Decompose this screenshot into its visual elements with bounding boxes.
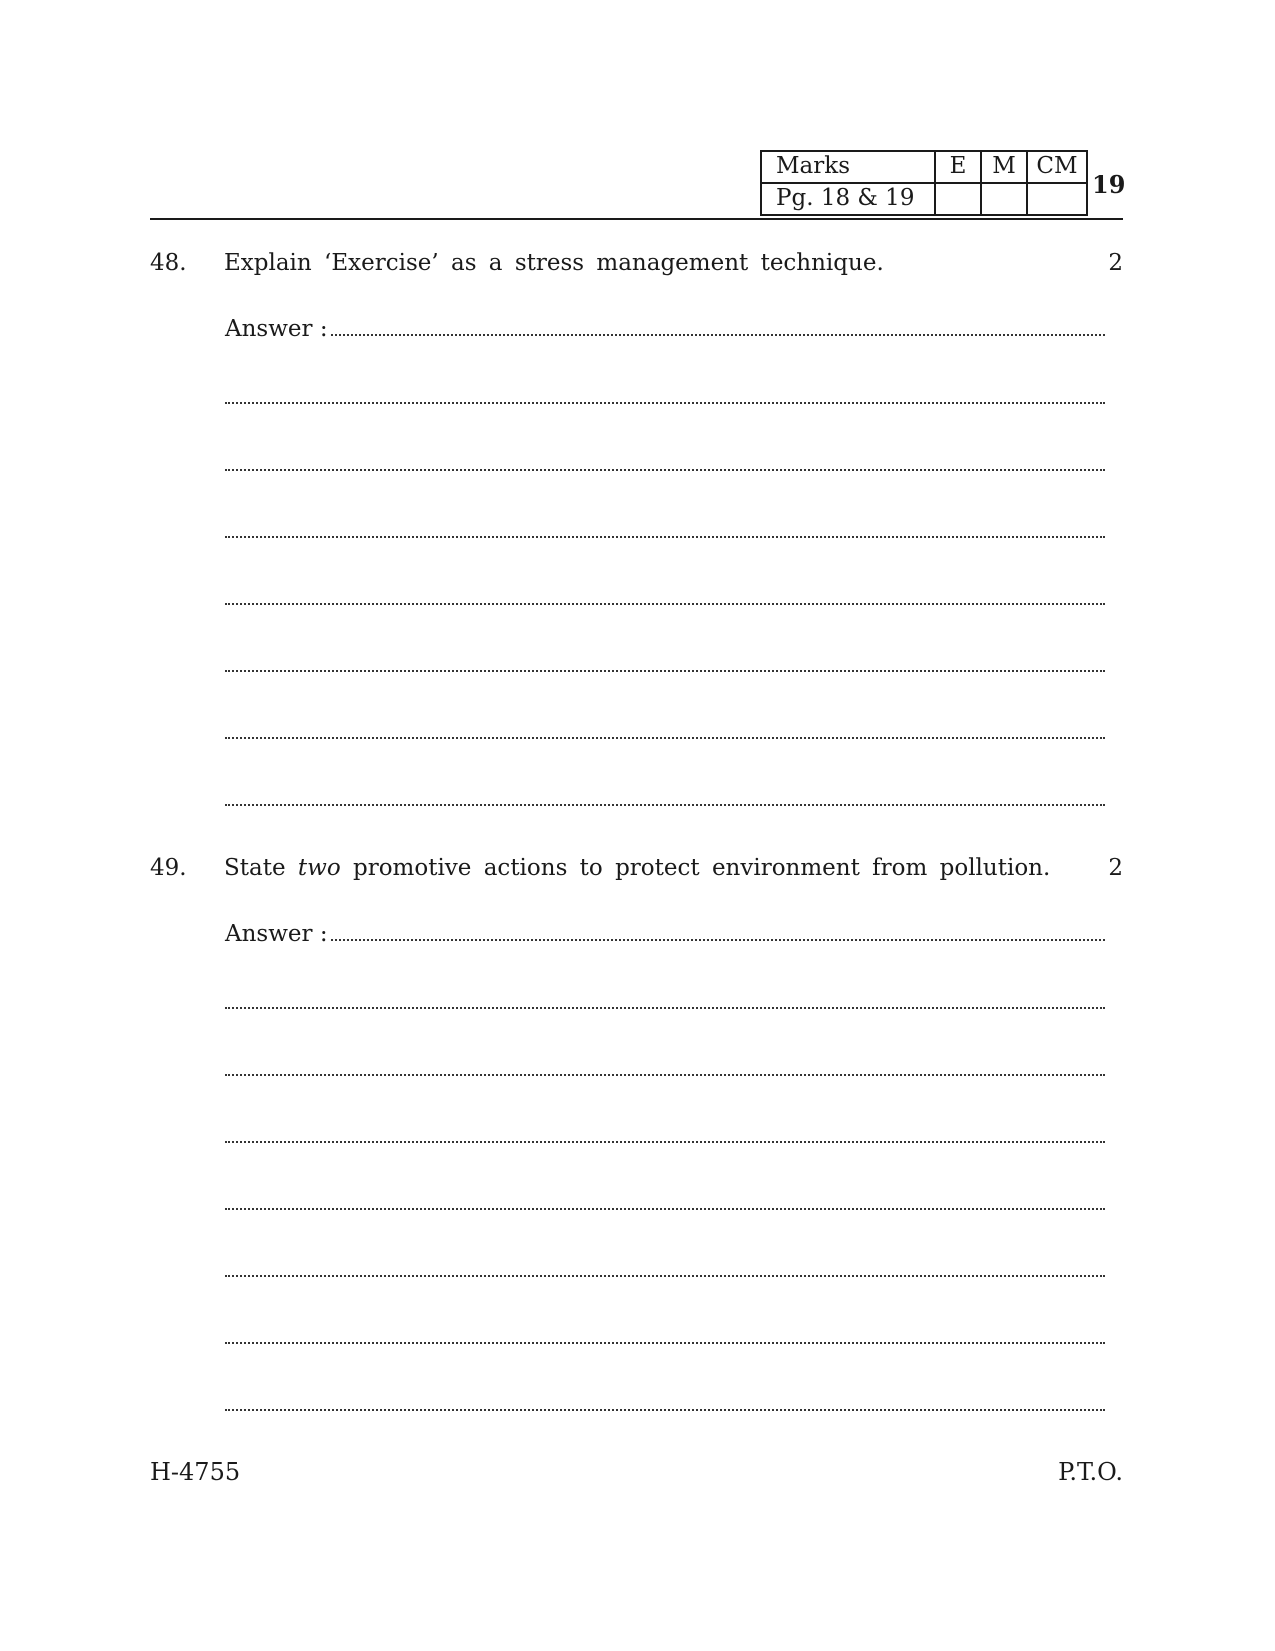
question-text-emphasis: two: [297, 855, 341, 881]
answer-line[interactable]: [225, 717, 1105, 745]
question-text-after: promotive actions to protect environment from pollution.: [340, 855, 1051, 881]
dotted-line: [225, 1342, 1105, 1344]
header-rule: [150, 218, 1123, 220]
dotted-line: [225, 737, 1105, 739]
answer-label: Answer :: [225, 316, 334, 342]
answer-line[interactable]: [225, 1322, 1105, 1350]
dotted-line: [225, 670, 1105, 672]
marks-table: [760, 150, 1088, 216]
dotted-line: [225, 1208, 1105, 1210]
please-turn-over: P.T.O.: [1058, 1458, 1123, 1486]
answer-line[interactable]: [225, 1188, 1105, 1216]
question-text: [224, 855, 1050, 881]
dotted-line: [225, 1074, 1105, 1076]
column-m-header: M: [981, 151, 1027, 183]
dotted-line: [225, 1007, 1105, 1009]
dotted-line: [331, 334, 1105, 336]
answer-line[interactable]: [225, 382, 1105, 410]
answer-line[interactable]: [225, 449, 1105, 477]
pages-label: Pg. 18 & 19: [761, 183, 935, 215]
dotted-line: [225, 402, 1105, 404]
answer-line[interactable]: [225, 784, 1105, 812]
question-text: Explain ‘Exercise’ as a stress management technique.: [224, 250, 884, 276]
answer-line[interactable]: [225, 583, 1105, 611]
dotted-line: [225, 536, 1105, 538]
answer-line[interactable]: [225, 1389, 1105, 1417]
answer-label: Answer :: [225, 921, 334, 947]
dotted-line: [225, 603, 1105, 605]
question-marks: 2: [1108, 855, 1123, 881]
answer-line[interactable]: [225, 650, 1105, 678]
answer-line[interactable]: [225, 1255, 1105, 1283]
answer-line[interactable]: [225, 919, 1105, 947]
column-m-box[interactable]: [981, 183, 1027, 215]
answer-line[interactable]: [225, 987, 1105, 1015]
answer-line[interactable]: [225, 314, 1105, 342]
dotted-line: [331, 939, 1105, 941]
page-number: 19: [1092, 170, 1126, 199]
question-number: 48.: [150, 250, 187, 276]
answer-line[interactable]: [225, 1054, 1105, 1082]
answer-line[interactable]: [225, 516, 1105, 544]
column-cm-box[interactable]: [1027, 183, 1087, 215]
dotted-line: [225, 1409, 1105, 1411]
column-e-header: E: [935, 151, 981, 183]
paper-code: H-4755: [150, 1458, 241, 1486]
dotted-line: [225, 1141, 1105, 1143]
question-text-before: State: [224, 855, 298, 881]
marks-label: Marks: [761, 151, 935, 183]
answer-line[interactable]: [225, 1121, 1105, 1149]
dotted-line: [225, 1275, 1105, 1277]
dotted-line: [225, 804, 1105, 806]
question-marks: 2: [1108, 250, 1123, 276]
column-e-box[interactable]: [935, 183, 981, 215]
column-cm-header: CM: [1027, 151, 1087, 183]
question-number: 49.: [150, 855, 187, 881]
dotted-line: [225, 469, 1105, 471]
